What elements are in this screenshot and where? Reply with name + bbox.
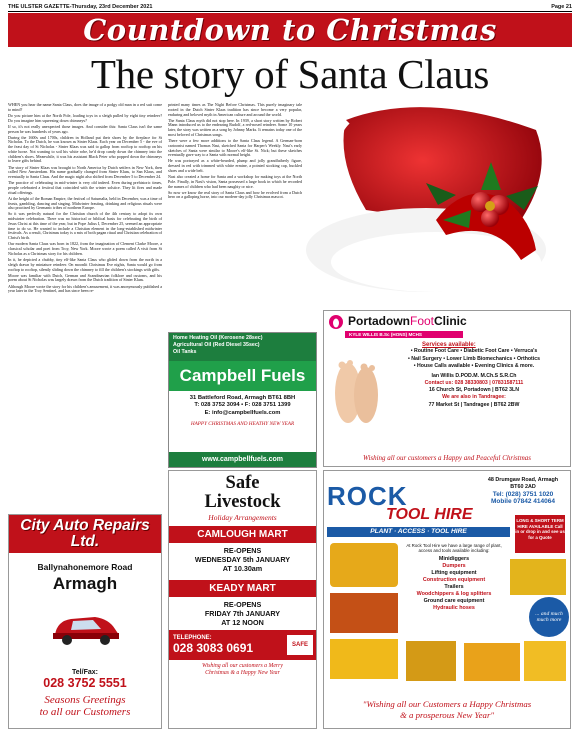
- feet-photo: [328, 353, 384, 425]
- keady-mart: KEADY MART: [169, 580, 316, 597]
- article-paragraph: Do you picture him at the North Pole, loading toys in a sleigh pulled by eight tiny reindeer? Do you imagine him squeezing down chimneys?: [8, 112, 162, 123]
- reopens-1: RE-OPENS: [223, 546, 262, 555]
- article-paragraph: So it was perfectly natural for the Christian church of the 4th century to adopt its own midwinter celebration. There was no historical or biblical basis for celebrating the birth of Jesus Christ at this time of the year, but in Pope Julius I, December 25, seemed an appropriate time to do so. He wanted to include a Christian element in the long-established midwinter festivals. As a result, Christmas today is a mix of both pagan ritual and Christian celebration of Christ's birth.: [8, 211, 162, 241]
- service-line-3: • House Calls available • Evening Clinics & more.: [413, 363, 535, 370]
- article-column-1: [8, 103, 162, 511]
- dumper-image: [330, 639, 398, 679]
- article-paragraph: During the 1600s and 1700s, children in Holland put their shoes by the fireplace for St Nicholas. To the Dutch, he was known as Sinter Klaas. Each year on December 5 - the eve of the feast day of St Nicholas - Sinter Klaas was said to gallop from rooftop to rooftop on his white horse. Not wanting to soil his white robe, he'd drop candy down the chimney into the children's shoes. Meanwhile, it was his assistant Black Peter who popped down the chimneys to leave gifts behind.: [8, 134, 162, 164]
- item-hydraulic: Hydraulic hoses: [433, 605, 475, 612]
- dumper-2-image: [524, 641, 566, 681]
- campbell-email: E: info@campbellfuels.com: [204, 409, 281, 416]
- newspaper-date: THE ULSTER GAZETTE-Thursday, 23rd December 2021: [8, 3, 153, 10]
- reopens-2: RE-OPENS: [223, 600, 262, 609]
- chipper-image: [464, 643, 520, 681]
- rock-wish: [324, 699, 570, 721]
- city-auto-title: City Auto Repairs Ltd.: [9, 515, 161, 553]
- campbell-fuels-ad: [168, 332, 317, 468]
- safe-wish-line-2: Christmas & a Happy New Year: [205, 670, 280, 676]
- date-2: FRIDAY 7th JANUARY: [204, 609, 281, 618]
- page-header: [8, 2, 572, 12]
- clinic-brand: Portadown: [348, 314, 410, 328]
- item-minidiggers: Minidiggers: [438, 555, 470, 562]
- telephone-number: 028 3083 0691: [173, 641, 254, 655]
- safe-wish: [169, 663, 316, 677]
- article-paragraph: In it, he depicted a chubby, tiny elf-like Santa Claus who glided down from the north in a sleigh drawn by miniature reindeer. On moonlit Christmas Eve nights, Santa would go from rooftop to rooftop, silently sliding down the chimney to fill the children's stockings with gifts.: [8, 257, 162, 272]
- rock-logo: ROCK: [327, 481, 408, 511]
- rock-more-badge: ... and much much more: [529, 597, 569, 637]
- clinic-address-portadown: 16 Church St, Portadown | BT62 3LN: [429, 387, 519, 394]
- item-lifting: Lifting equipment: [431, 570, 477, 576]
- greeting-line-2: to all our Customers: [39, 706, 131, 718]
- rock-contact: [476, 477, 570, 505]
- campbell-phone: T: 028 3752 3094 • F: 028 3751 1399: [194, 402, 291, 409]
- article-paragraph: WHEN you hear the name Santa Claus, does the image of a podgy old man in a red suit come to mind?: [8, 103, 162, 112]
- campbell-website[interactable]: www.campbellfuels.com: [169, 452, 316, 467]
- service-line-2: • Nail Surgery • Lower Limb Biomechanics • Orthotics: [408, 355, 540, 362]
- campbell-name: Campbell Fuels: [169, 361, 316, 391]
- city-auto-repairs-ad: [8, 514, 162, 729]
- services-heading: Services available:: [422, 342, 476, 348]
- holiday-arrangements: Holiday Arrangements: [208, 513, 277, 522]
- article-column-2: [168, 103, 302, 330]
- time-2: AT 12 NOON: [221, 618, 264, 627]
- clinic-title: [324, 311, 570, 331]
- page-number: Page 21: [551, 3, 572, 10]
- article-paragraph: The story of Sinter Klaas was brought to North America by Dutch settlers in New York, then called New Amsterdam. His name gradually changed from Sinter Klaas, to San Klaus, and eventually to Santa Claus. And the magic night also shifted from December 5 to December 24.: [8, 164, 162, 180]
- article-paragraph: There were a few more additions to the Santa Claus legend. A German-born cartoonist named Thomas Nast, sketched Santa for Harper's Weekly. Nast's early sketches of Santa were similar to Moore's elf-like St. Nick; but these sketches eventually gave way to a Santa with normal height.: [168, 138, 302, 158]
- rock-intro: At Rock Tool Hire we have a large range of plant, access and tools available including:: [406, 543, 502, 554]
- camlough-mart: CAMLOUGH MART: [169, 526, 316, 543]
- service-line-1: • Routine Foot Care • Diabetic Foot Care • Verruca's: [410, 348, 538, 354]
- section-banner: [8, 13, 572, 47]
- safe-livestock-ad: [168, 470, 317, 729]
- banner-title: Countdown to Christmas: [83, 13, 497, 47]
- foot-logo-icon: [328, 314, 344, 330]
- trailer-image: [406, 641, 456, 681]
- headline: The story of Santa Claus: [90, 51, 490, 97]
- city-auto-tel-label: Tel/Fax:: [72, 669, 98, 676]
- keady-schedule: [169, 597, 316, 630]
- city-auto-town: Armagh: [52, 574, 118, 593]
- portadown-foot-clinic-ad: [323, 310, 571, 467]
- rock-services-strip: PLANT · ACCESS · TOOL HIRE: [327, 527, 510, 537]
- item-construction: Construction equipment: [422, 577, 486, 584]
- rock-tool-hire: TOOL HIRE: [386, 506, 473, 523]
- safe-telephone: [169, 630, 316, 660]
- clinic-wish: Wishing all our customers a Happy and Peaceful Christmas: [363, 454, 531, 462]
- title-livestock: Livestock: [204, 492, 281, 512]
- clinic-address-tandragee: 77 Market St | Tandragee | BT62 2BW: [428, 401, 520, 408]
- time-1: AT 10.30am: [222, 564, 263, 573]
- product-oil-tanks: Oil Tanks: [173, 348, 197, 355]
- title-safe: Safe: [225, 473, 260, 493]
- article-paragraph: The Santa Claus myth did not stop here. In 1939, a short story written by Robert Mann introduced us to the endearing Rudolf, a red-nosed reindeer. Some 10 years later, the story was written as a song by Johnny Marks. It remains today one of the most beloved of Christmas songs.: [168, 117, 302, 137]
- city-auto-greeting: [9, 694, 161, 718]
- clinic-podiatrist: Ian Willis D.POD.M. M.Ch.S S.R.Ch: [431, 372, 517, 379]
- clinic-also: We are also in Tandragee:: [442, 394, 506, 401]
- article-paragraph: Nast also created a home for Santa and a workshop for making toys at the North Pole. Finally, in Nast's vision, Santa possessed a large book in which he recorded the names of children who had been naughty or nice.: [168, 174, 302, 189]
- rock-hire-badge: LONG & SHORT TERM HIRE AVAILABLE Call in or drop in and see us for a Quote: [515, 515, 565, 553]
- digger-image: [330, 543, 398, 587]
- item-trailers: Trailers: [444, 584, 464, 591]
- clinic-phone: Contact us: 028 38330803 | 07831587111: [424, 379, 524, 386]
- item-woodchippers: Woodchippers & log splitters: [416, 591, 492, 598]
- article-paragraph: At the height of the Roman Empire, the festival of Saturnalia, held in December, was a time of feasts, gambling, dancing and singing. Midwinter feasting, drinking and religious rituals were also practised by Germanic tribes of northern Europe.: [8, 195, 162, 211]
- article-paragraph: The practice of celebrating in mid-winter is very old indeed. Even during prehistoric times, people celebrated a festival that coincided with the winter solstice. They lit fires and made ritual offerings.: [8, 180, 162, 195]
- telephone-label: TELEPHONE:: [173, 635, 212, 641]
- rock-address: 48 Drumgaw Road, Armagh: [487, 477, 559, 483]
- campbell-contact: [169, 391, 316, 421]
- product-red-diesel: Agricultural Oil (Red Diesel 35sec): [173, 341, 260, 348]
- item-ground-care: Ground care equipment: [423, 598, 485, 605]
- date-1: WEDNESDAY 5th JANUARY: [194, 555, 291, 564]
- clinic-practitioner: KYLE WILLIS B.Sc (HONS) MCHS: [345, 331, 463, 338]
- car-icon: [49, 607, 123, 647]
- rock-tool-hire-ad: [323, 470, 571, 729]
- camlough-schedule: [169, 543, 316, 576]
- rock-mobile: Mobile 07842 414064: [491, 498, 555, 505]
- article-paragraph: Moore was familiar with Dutch, German and Scandinavian folklore and customs, and his poem about St Nicholas was largely drawn from the Dutch tradition of Sinter Klaas.: [8, 272, 162, 283]
- city-auto-road: Ballynahonemore Road: [37, 562, 133, 572]
- clinic-word: Clinic: [434, 314, 467, 328]
- excavator-image: [510, 559, 566, 595]
- rock-equipment-list: [404, 543, 504, 613]
- city-auto-phone: 028 3752 5551: [43, 676, 127, 690]
- product-kerosene: Home Heating Oil (Kerosene 28sec): [173, 335, 263, 341]
- article-paragraph: Our modern Santa Claus was born in 1822, from the imagination of Clement Clarke Moore, a classical scholar and poet from Troy, New York. Moore wrote a poem called A visit from St Nicholas as a Christmas story for his children.: [8, 241, 162, 256]
- santa-photo: [306, 100, 571, 310]
- rock-wish-line-1: "Wishing all our Customers a Happy Christmas: [362, 699, 532, 709]
- rock-postcode: BT60 2AD: [510, 484, 536, 490]
- fuel-products: [169, 333, 316, 361]
- clinic-foot: Foot: [410, 314, 435, 328]
- article-paragraph: If so, it's not really unexpected those images. And consider this: Santa Claus isn't the same person he was hundreds of years ago.: [8, 123, 162, 134]
- campbell-address: 31 Battleford Road, Armagh BT61 8BH: [189, 395, 296, 401]
- article-paragraph: Although Moore wrote the story for his children's amusement, it was anonymously published a year later in the Troy Sentinel, and has since been re-: [8, 283, 162, 294]
- article-paragraph: printed many times as The Night Before Christmas. This purely imaginary tale rooted in the Dutch Sinter Klaas tradition has since become a very popular, enduring and beloved myth in American culture and around the world.: [168, 103, 302, 117]
- safe-wish-line-1: Wishing all our customers a Merry: [202, 663, 283, 669]
- safe-livestock-title: [169, 471, 316, 512]
- article-paragraph: So now we know the real story of Santa Claus and how he evolved from a Dutch hero on a galloping horse, into our modern-day jolly Christmas mascot.: [168, 189, 302, 200]
- rock-wish-line-2: & a prosperous New Year": [399, 710, 495, 720]
- campbell-greeting: HAPPY CHRISTMAS AND HEATHY NEW YEAR: [190, 421, 295, 428]
- safe-badge: SAFE: [287, 635, 313, 655]
- rock-phone: Tel: (028) 3751 1020: [492, 491, 554, 498]
- lift-image: [330, 593, 398, 633]
- greeting-line-1: Seasons Greetings: [44, 694, 126, 706]
- article-paragraph: He was portrayed as a white-bearded, plump and jolly grandfatherly figure, dressed in red with trimmed with white ermine, a pointed stocking cap, buckled shoes and a wide belt.: [168, 158, 302, 173]
- item-dumpers: Dumpers: [442, 562, 466, 569]
